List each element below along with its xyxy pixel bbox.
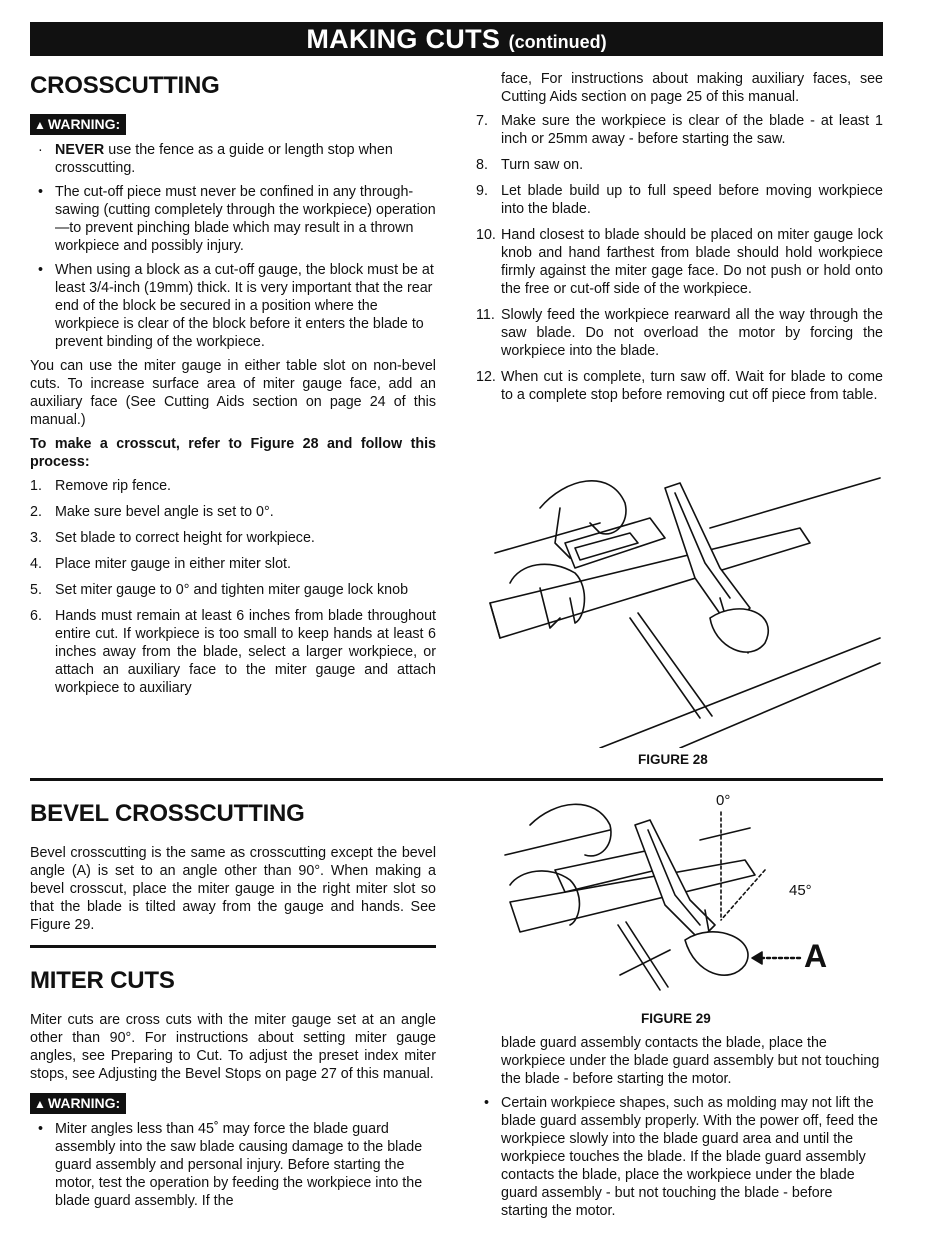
bullet-text: The cut-off piece must never be confined in any through-sawing (cutting completely through the workpiece) operation—to prevent pinching blade which may result in a thrown workpiece and possibly injury.	[55, 184, 436, 254]
step-number: 9.	[476, 183, 488, 199]
bullet-text: Certain workpiece shapes, such as molding may not lift the blade guard assembly properly. With the power off, feed the workpiece slowly into the blade guard area and until the workpiece touches the blade. If the blade guard assembly contacts the blade, place the workpiece under the blade guard assembly - but not touching the blade - before starting the motor.	[501, 1095, 878, 1219]
list-item	[30, 1120, 436, 1210]
section-divider	[30, 945, 436, 948]
list-item	[476, 1094, 883, 1220]
list-item	[476, 182, 883, 218]
warning-label	[30, 114, 126, 135]
bullet-icon: •	[38, 184, 44, 200]
bullet-icon: ·	[38, 142, 43, 158]
list-item	[30, 581, 436, 599]
warning-label-text: WARNING:	[47, 1095, 121, 1111]
crosscutting-section	[30, 72, 436, 705]
list-item	[476, 306, 883, 360]
banner-title: MAKING CUTS	[306, 24, 501, 54]
crosscut-steps	[30, 477, 436, 697]
step-number: 6.	[30, 608, 42, 624]
process-title: To make a crosscut, refer to Figure 28 and follow this process:	[30, 436, 436, 470]
step-number: 3.	[30, 530, 42, 546]
list-item	[30, 261, 436, 351]
angle-label-0: 0°	[716, 792, 731, 809]
step-number: 4.	[30, 556, 42, 572]
step-text: Hand closest to blade should be placed on miter gauge lock knob and hand farthest from blade should hold workpiece firmly against the miter gage face. Do not push or hold onto the free or cut-off side of the workpiece.	[501, 227, 883, 297]
step-text: Place miter gauge in either miter slot.	[55, 556, 292, 572]
step-text: Slowly feed the workpiece rearward all the way through the saw blade. Do not overload the motor by forcing the workpiece into the blade.	[501, 307, 883, 359]
list-item	[30, 555, 436, 573]
list-item	[476, 226, 883, 298]
section-banner	[30, 22, 883, 56]
warning-list	[30, 141, 436, 351]
miter-warning-list-continued	[476, 1094, 883, 1220]
list-item	[476, 112, 883, 148]
step-text: Hands must remain at least 6 inches from blade throughout entire cut. If workpiece is too small to keep hands at least 6 inches away from the blade, select a larger workpiece, or attach an auxiliary face to the miter gauge and attach workpiece to auxiliary	[55, 608, 436, 696]
crosscut-intro: You can use the miter gauge in either table slot on non-bevel cuts. To increase surface area of miter gauge face, add an auxiliary face (See Cutting Aids section on page 24 of this manual.)	[30, 358, 436, 428]
banner-subtitle: (continued)	[508, 32, 607, 52]
continuation-text: face, For instructions about making auxiliary faces, see Cutting Aids section on page 25 of this manual.	[501, 71, 883, 105]
figure-29-caption: FIGURE 29	[641, 1011, 711, 1026]
step-text: Turn saw on.	[501, 157, 584, 173]
crosscutting-continued	[476, 70, 883, 412]
list-item	[30, 607, 436, 697]
step-number: 2.	[30, 504, 42, 520]
bullet-text: use the fence as a guide or length stop when crosscutting.	[55, 142, 393, 176]
step-number: 10.	[476, 227, 496, 243]
list-item	[476, 156, 883, 174]
bevel-text: Bevel crosscutting is the same as crosscutting except the bevel angle (A) is set to an angle other than 90°. When making a bevel crosscut, place the miter gauge in the right miter slot so that the blade is tilted away from the gauge and hands. See Figure 29.	[30, 845, 436, 933]
bullet-icon: •	[38, 262, 44, 278]
crosscut-steps-continued	[476, 112, 883, 404]
bevel-heading: BEVEL CROSSCUTTING	[30, 800, 305, 827]
miter-section	[30, 967, 436, 1216]
warning-label	[30, 1093, 126, 1114]
figure-28-caption: FIGURE 28	[638, 752, 708, 767]
warning-triangle-icon: ▲	[34, 1097, 46, 1111]
bevel-section	[30, 800, 436, 940]
bullet-icon: •	[38, 1121, 44, 1137]
miter-heading: MITER CUTS	[30, 967, 175, 994]
step-text: Set miter gauge to 0° and tighten miter gauge lock knob	[55, 582, 409, 598]
step-number: 8.	[476, 157, 488, 173]
list-item	[30, 529, 436, 547]
step-number: 12.	[476, 369, 496, 385]
list-item	[30, 141, 436, 177]
bullet-text: When using a block as a cut-off gauge, the block must be at least 3/4-inch (19mm) thick. It is very important that the rear end of the block be secured in a position where the workpiece is clear of the block before it enters the blade to prevent binding of the workpiece.	[55, 262, 434, 350]
step-number: 11.	[476, 307, 495, 323]
emphasis-text: NEVER	[55, 142, 105, 158]
bevel-angle-label: A	[804, 938, 828, 974]
warning-triangle-icon: ▲	[34, 118, 46, 132]
step-text: Let blade build up to full speed before moving workpiece into the blade.	[501, 183, 883, 217]
section-divider	[30, 778, 883, 781]
list-item	[30, 477, 436, 495]
miter-warning-continued	[476, 1034, 883, 1226]
step-text: When cut is complete, turn saw off. Wait for blade to come to a complete stop before removing cut off piece from table.	[501, 369, 883, 403]
step-number: 5.	[30, 582, 42, 598]
warning-label-text: WARNING:	[47, 116, 121, 132]
step-text: Remove rip fence.	[55, 478, 172, 494]
step-text: Make sure the workpiece is clear of the blade - at least 1 inch or 25mm away - before starting the saw.	[501, 113, 883, 147]
step-number: 1.	[30, 478, 42, 494]
bullet-text: Miter angles less than 45˚ may force the blade guard assembly into the saw blade causing damage to the blade guard assembly and personal injury. Before starting the motor, test the operation by feeding the workpiece into the blade guard assembly. If the	[55, 1121, 423, 1209]
continuation-text: blade guard assembly contacts the blade, place the workpiece under the blade guard assembly but not touching the blade - before starting the motor.	[501, 1035, 880, 1087]
miter-text: Miter cuts are cross cuts with the miter gauge set at an angle other than 90°. For instructions about setting miter gauge angles, see Preparing to Cut. To adjust the preset index miter stops, see Adjusting the Bevel Stops on page 27 of this manual.	[30, 1012, 436, 1082]
step-number: 7.	[476, 113, 488, 129]
figure-28-illustration	[480, 448, 885, 748]
step-text: Make sure bevel angle is set to 0°.	[55, 504, 274, 520]
angle-label-45: 45°	[789, 882, 812, 899]
miter-warning-list	[30, 1120, 436, 1210]
list-item	[476, 368, 883, 404]
list-item	[30, 183, 436, 255]
step-text: Set blade to correct height for workpiece.	[55, 530, 315, 546]
bullet-icon: •	[484, 1095, 490, 1111]
crosscutting-heading: CROSSCUTTING	[30, 72, 220, 99]
list-item	[30, 503, 436, 521]
